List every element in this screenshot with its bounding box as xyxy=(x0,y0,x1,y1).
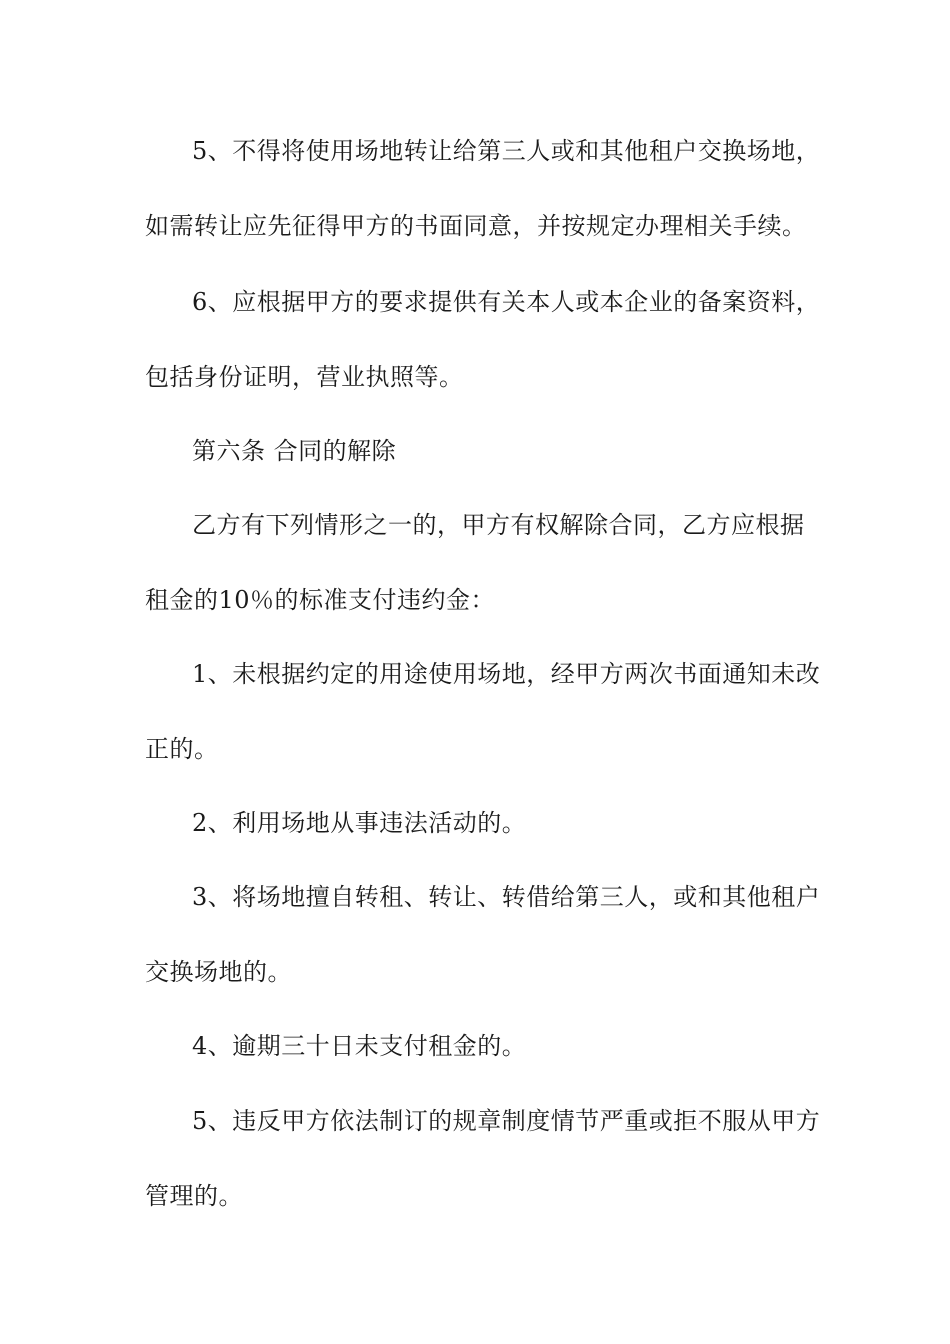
termination-item-5-line-1: 5、违反甲方依法制订的规章制度情节严重或拒不服从甲方 xyxy=(192,1107,821,1135)
termination-item-1-line-2: 正的。 xyxy=(145,735,219,763)
clause-6-line-1: 6、应根据甲方的要求提供有关本人或本企业的备案资料， xyxy=(192,288,821,316)
termination-item-3-line-1: 3、将场地擅自转租、转让、转借给第三人，或和其他租户 xyxy=(192,883,821,911)
clause-5-line-1: 5、不得将使用场地转让给第三人或和其他租户交换场地， xyxy=(192,137,821,165)
termination-item-4: 4、逾期三十日未支付租金的。 xyxy=(192,1032,527,1060)
termination-intro-line-1: 乙方有下列情形之一的，甲方有权解除合同，乙方应根据 xyxy=(192,511,805,539)
clause-6-line-2: 包括身份证明，营业执照等。 xyxy=(145,363,464,391)
termination-item-5-line-2: 管理的。 xyxy=(145,1182,243,1210)
termination-item-3-line-2: 交换场地的。 xyxy=(145,958,292,986)
termination-item-2: 2、利用场地从事违法活动的。 xyxy=(192,809,527,837)
termination-intro-line-2: 租金的10％的标准支付违约金： xyxy=(145,586,496,614)
article-6-heading: 第六条 合同的解除 xyxy=(192,437,397,465)
termination-item-1-line-1: 1、未根据约定的用途使用场地，经甲方两次书面通知未改 xyxy=(192,660,821,688)
clause-5-line-2: 如需转让应先征得甲方的书面同意，并按规定办理相关手续。 xyxy=(145,212,807,240)
